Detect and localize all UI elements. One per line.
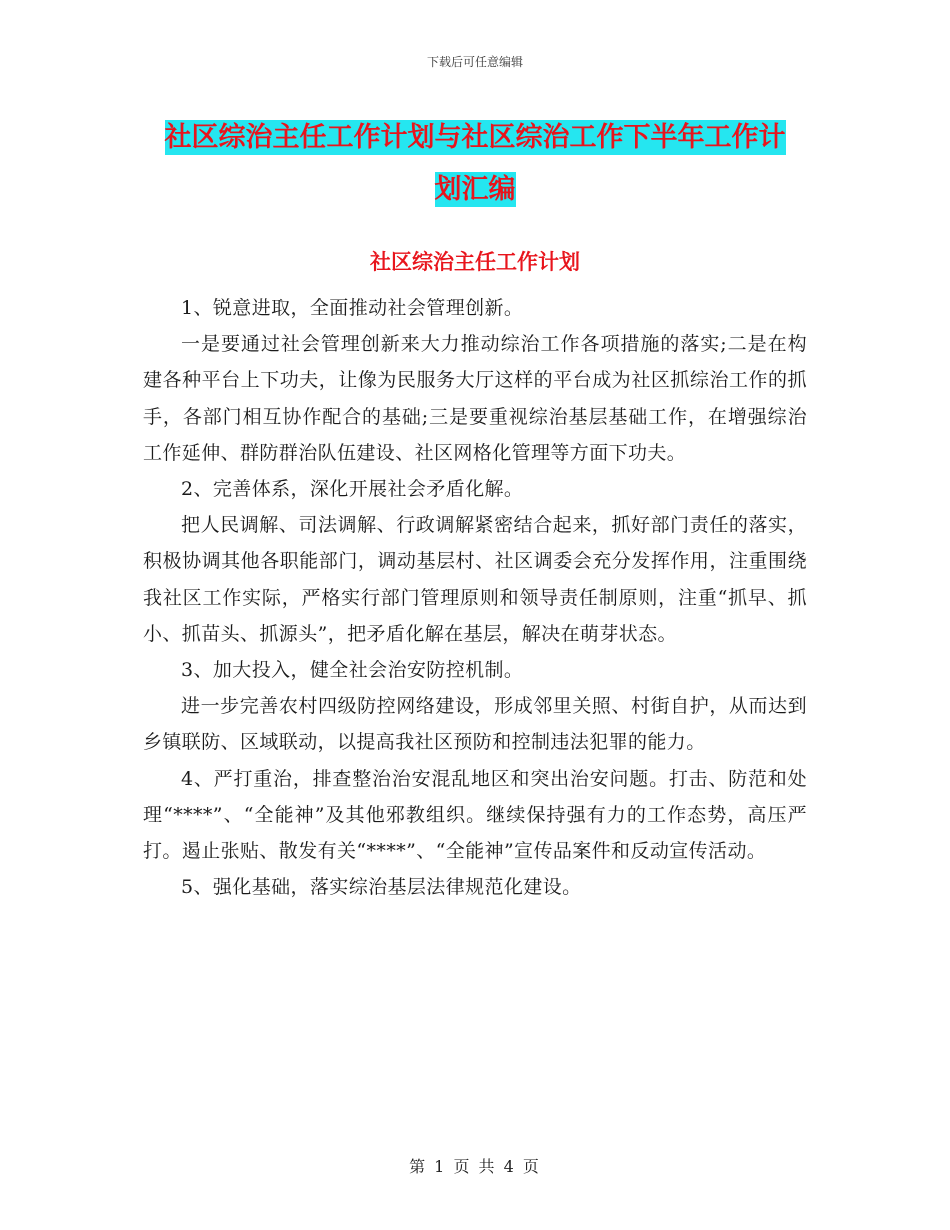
paragraph: 把人民调解、司法调解、行政调解紧密结合起来，抓好部门责任的落实，积极协调其他各职能部门，调动基层村、社区调委会充分发挥作用，注重围绕我社区工作实际，严格实行部门管理原则和领导责任制原则，注重“抓早、抓小、抓苗头、抓源头”，把矛盾化解在基层，解决在萌芽状态。 [143,514,807,645]
paragraph: 一是要通过社会管理创新来大力推动综治工作各项措施的落实;二是在构建各种平台上下功夫，让像为民服务大厅这样的平台成为社区抓综治工作的抓手，各部门相互协作配合的基础;三是要重视综治基层基础工作，在增强综治工作延伸、群防群治队伍建设、社区网格化管理等方面下功夫。 [143,333,807,464]
main-title-line-1: 社区综治主任工作计划与社区综治工作下半年工作计 [164,122,786,153]
body-text [143,290,807,905]
main-title-line-2: 划汇编 [434,174,516,205]
paragraph: 进一步完善农村四级防控网络建设，形成邻里关照、村街自护，从而达到乡镇联防、区域联动，以提高我社区预防和控制违法犯罪的能力。 [143,695,807,754]
main-title [140,112,810,216]
header-note: 下载后可任意编辑 [426,55,523,69]
paragraph: 4、严打重治，排查整治治安混乱地区和突出治安问题。打击、防范和处理“****”、“全能神”及其他邪教组织。继续保持强有力的工作态势，高压严打。遏止张贴、散发有关“****”、“全能神”宣传品案件和反动宣传活动。 [143,767,807,863]
paragraph: 5、强化基础，落实综治基层法律规范化建设。 [181,876,582,899]
paragraph: 3、加大投入，健全社会治安防控机制。 [181,659,524,682]
page-number-footer: 第 1 页 共 4 页 [409,1157,541,1176]
section-title: 社区综治主任工作计划 [370,250,580,274]
paragraph: 1、锐意进取，全面推动社会管理创新。 [181,297,524,319]
paragraph: 2、完善体系，深化开展社会矛盾化解。 [181,478,524,501]
